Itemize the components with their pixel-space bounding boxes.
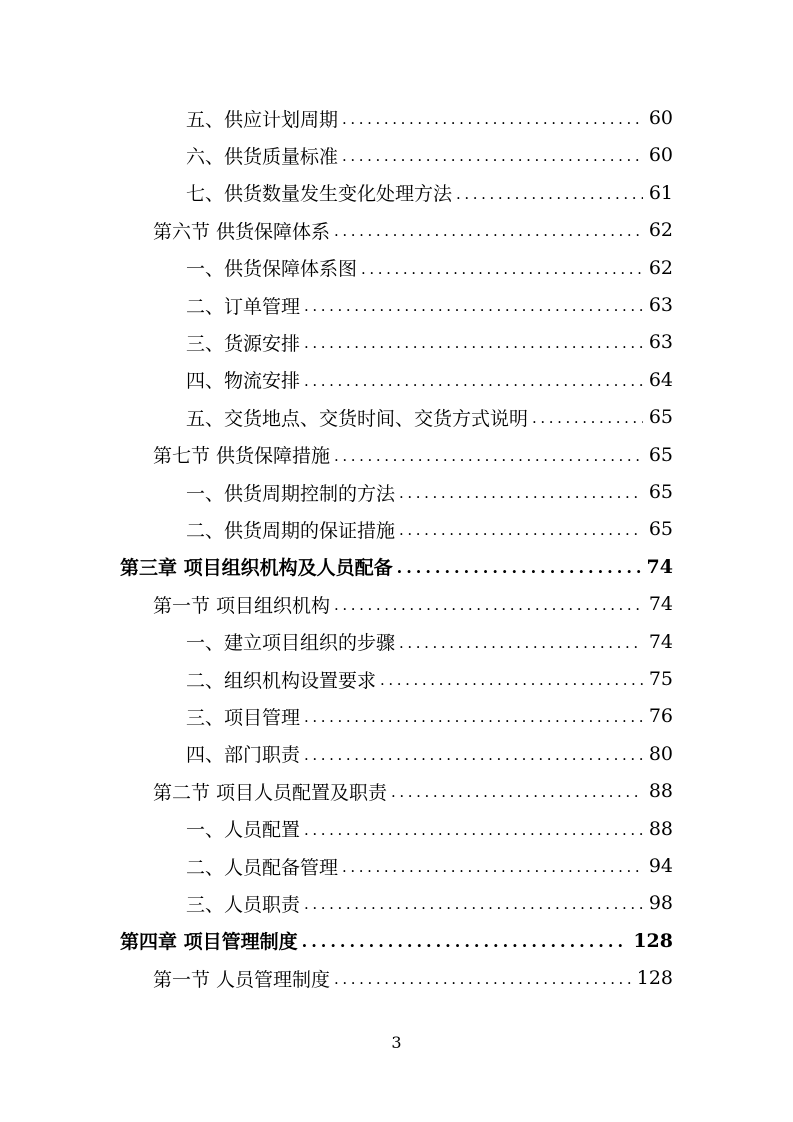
toc-leader-dots [399,634,643,660]
toc-leader-dots [302,932,628,959]
toc-entry-page: 74 [648,630,673,653]
toc-entry-title: 四、物流安排 [186,370,301,393]
toc-entry-title: 四、部门职责 [186,744,301,767]
toc-leader-dots [342,147,643,173]
toc-entry-page: 88 [648,780,673,803]
toc-leader-dots [334,596,643,622]
toc-leader-dots [391,783,643,809]
toc-entry-title: 一、供货保障体系图 [186,258,358,281]
toc-leader-dots [334,222,643,248]
toc-entry [186,474,673,510]
toc-entry [186,399,673,435]
toc-entry-title: 第七节 供货保障措施 [153,445,331,468]
toc-entry [186,362,673,398]
toc-entry-page: 98 [648,892,673,915]
toc-leader-dots [342,858,643,884]
toc-entry-page: 60 [648,144,673,167]
toc-entry-page: 74 [648,593,673,616]
toc-leader-dots [304,821,643,847]
toc-entry [186,287,673,323]
toc-leader-dots [361,260,643,286]
toc-entry-title: 二、人员配备管理 [186,856,339,879]
toc-entry-title: 第四章 项目管理制度 [120,931,298,954]
toc-entry-page: 76 [648,705,673,728]
toc-entry-page: 65 [648,406,673,429]
toc-entry-page: 65 [648,481,673,503]
toc-entry [186,175,673,211]
toc-entry [153,212,673,248]
toc-entry-title: 六、供货质量标准 [186,145,339,168]
toc-entry [153,437,673,473]
toc-entry-title: 一、建立项目组织的步骤 [186,632,396,655]
toc-entry-title: 二、订单管理 [186,295,301,318]
toc-leader-dots [304,334,643,360]
toc-entry-title: 第二节 项目人员配置及职责 [153,781,388,804]
toc-entry [120,549,673,585]
toc-entry-page: 75 [648,668,673,690]
toc-entry-title: 一、供货周期控制的方法 [186,482,396,505]
toc-entry-title: 第六节 供货保障体系 [153,220,331,243]
toc-entry-page: 128 [633,929,673,952]
toc-leader-dots [399,521,643,547]
toc-entry [153,586,673,622]
toc-entry [186,811,673,847]
toc-leader-dots [304,372,643,398]
toc-entry-page: 88 [648,817,673,840]
toc-entry-page: 62 [648,256,673,279]
toc-entry-title: 一、人员配置 [186,819,301,842]
toc-entry [186,511,673,547]
toc-leader-dots [397,558,641,585]
toc-entry [120,923,673,959]
toc-entry-title: 第三章 项目组织机构及人员配备 [120,557,393,580]
toc-entry [186,624,673,660]
toc-entry-page: 62 [648,219,673,242]
toc-entry-page: 61 [648,181,673,204]
toc-entry [153,960,673,996]
toc-entry-title: 三、项目管理 [186,706,301,729]
toc-leader-dots [304,746,643,772]
toc-entry-title: 三、货源安排 [186,332,301,355]
toc-entry-page: 74 [646,555,673,578]
toc-entry-page: 128 [636,967,673,990]
toc-entry-page: 94 [648,855,673,877]
toc-leader-dots [334,447,643,473]
toc-entry-title: 二、供货周期的保证措施 [186,519,396,542]
toc-entry-title: 七、供货数量发生变化处理方法 [186,183,453,206]
toc-entry [186,661,673,697]
toc-entry-page: 60 [648,107,673,129]
toc-entry-page: 80 [648,742,673,765]
toc-leader-dots [304,708,643,734]
toc-entry [153,773,673,809]
toc-entry-page: 64 [648,368,673,391]
toc-entry-page: 63 [648,331,673,354]
toc-leader-dots [334,970,631,996]
toc-entry [186,698,673,734]
toc-entry-title: 三、人员职责 [186,893,301,916]
toc-leader-dots [399,484,643,510]
toc-entry [186,885,673,921]
toc-leader-dots [456,185,643,211]
toc-leader-dots [304,297,643,323]
toc-entry [186,324,673,360]
toc-leader-dots [342,110,643,136]
toc-entry-page: 65 [648,518,673,541]
toc-leader-dots [532,409,643,435]
toc-entry-title: 五、供应计划周期 [186,108,339,131]
toc-entry [186,736,673,772]
toc-entry [186,250,673,286]
toc-entry [186,100,673,136]
toc-entry [186,848,673,884]
toc-entry [186,137,673,173]
toc-entry-page: 65 [648,443,673,466]
toc-leader-dots [304,895,643,921]
toc-entry-title: 五、交货地点、交货时间、交货方式说明 [186,407,529,430]
page-number: 3 [391,1033,402,1052]
toc-entry-title: 第一节 人员管理制度 [153,968,331,991]
toc-entry-title: 第一节 项目组织机构 [153,594,331,617]
toc-entry-title: 二、组织机构设置要求 [186,669,377,692]
toc-entry-page: 63 [648,294,673,316]
toc-leader-dots [380,671,643,697]
